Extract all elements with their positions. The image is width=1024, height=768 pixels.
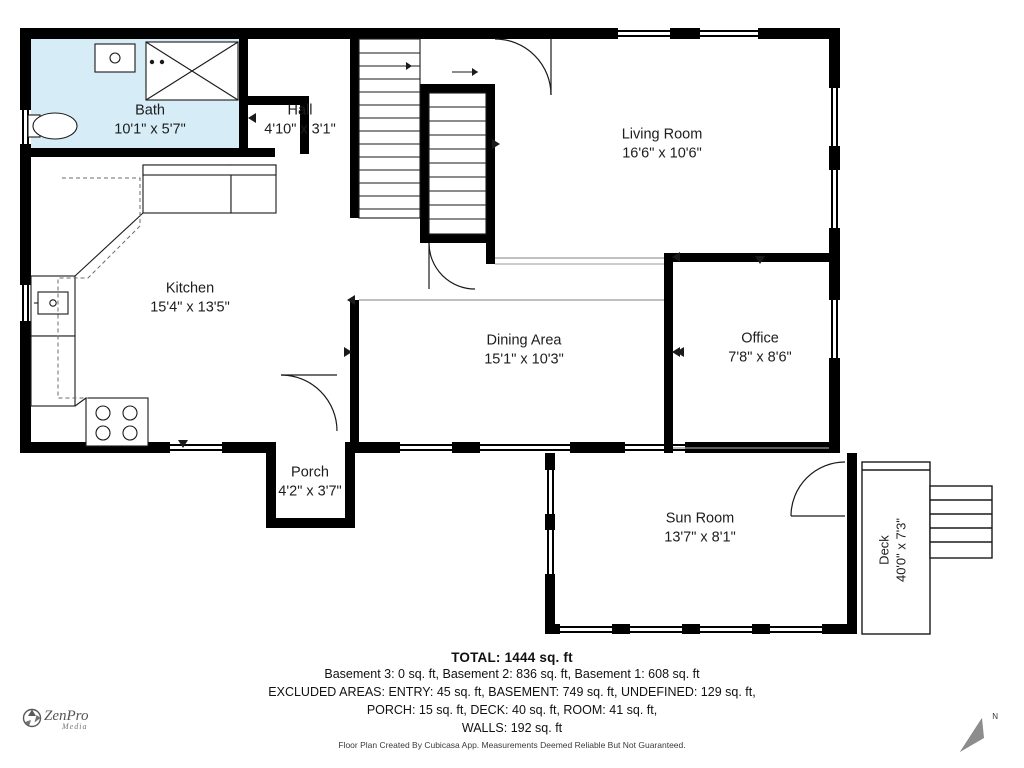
room-label-office: Office 7'8" x 8'6": [728, 330, 792, 365]
brand-logo: [22, 706, 152, 740]
compass: [952, 712, 1000, 758]
camera-aperture-icon: [22, 708, 42, 728]
room-label-dining-area: Dining Area 15'1" x 10'3": [484, 332, 564, 367]
excluded-areas-line-1: EXCLUDED AREAS: ENTRY: 45 sq. ft, BASEMENT: 749 sq. ft, UNDEFINED: 129 sq. ft,: [268, 685, 756, 700]
room-label-bath: Bath 10'1" x 5'7": [114, 102, 186, 137]
room-label-living-room: Living Room 16'6" x 10'6": [621, 126, 703, 161]
brand-name: ZenPro: [44, 708, 89, 724]
compass-north-label: N: [992, 712, 998, 721]
basement-areas: Basement 3: 0 sq. ft, Basement 2: 836 sq. ft, Basement 1: 608 sq. ft: [324, 667, 700, 681]
room-label-deck: Deck 40'0" x 7'3": [876, 517, 908, 583]
room-label-porch: Porch 4'2" x 3'7": [278, 464, 342, 499]
disclaimer-text: Floor Plan Created By Cubicasa App. Measurements Deemed Reliable But Not Guaranteed.: [338, 740, 686, 750]
room-label-kitchen: Kitchen 15'4" x 13'5": [150, 280, 230, 315]
brand-subtitle: Media: [62, 722, 88, 731]
room-label-hall: Hall 4'10" x 3'1": [264, 102, 336, 137]
total-area: TOTAL: 1444 sq. ft: [451, 650, 573, 665]
walls-area: WALLS: 192 sq. ft: [461, 721, 563, 736]
room-label-sun-room: Sun Room 13'7" x 8'1": [664, 510, 736, 545]
area-summary: [0, 650, 1024, 738]
excluded-areas-line-2: PORCH: 15 sq. ft, DECK: 40 sq. ft, ROOM: 41 sq. ft,: [366, 703, 658, 718]
